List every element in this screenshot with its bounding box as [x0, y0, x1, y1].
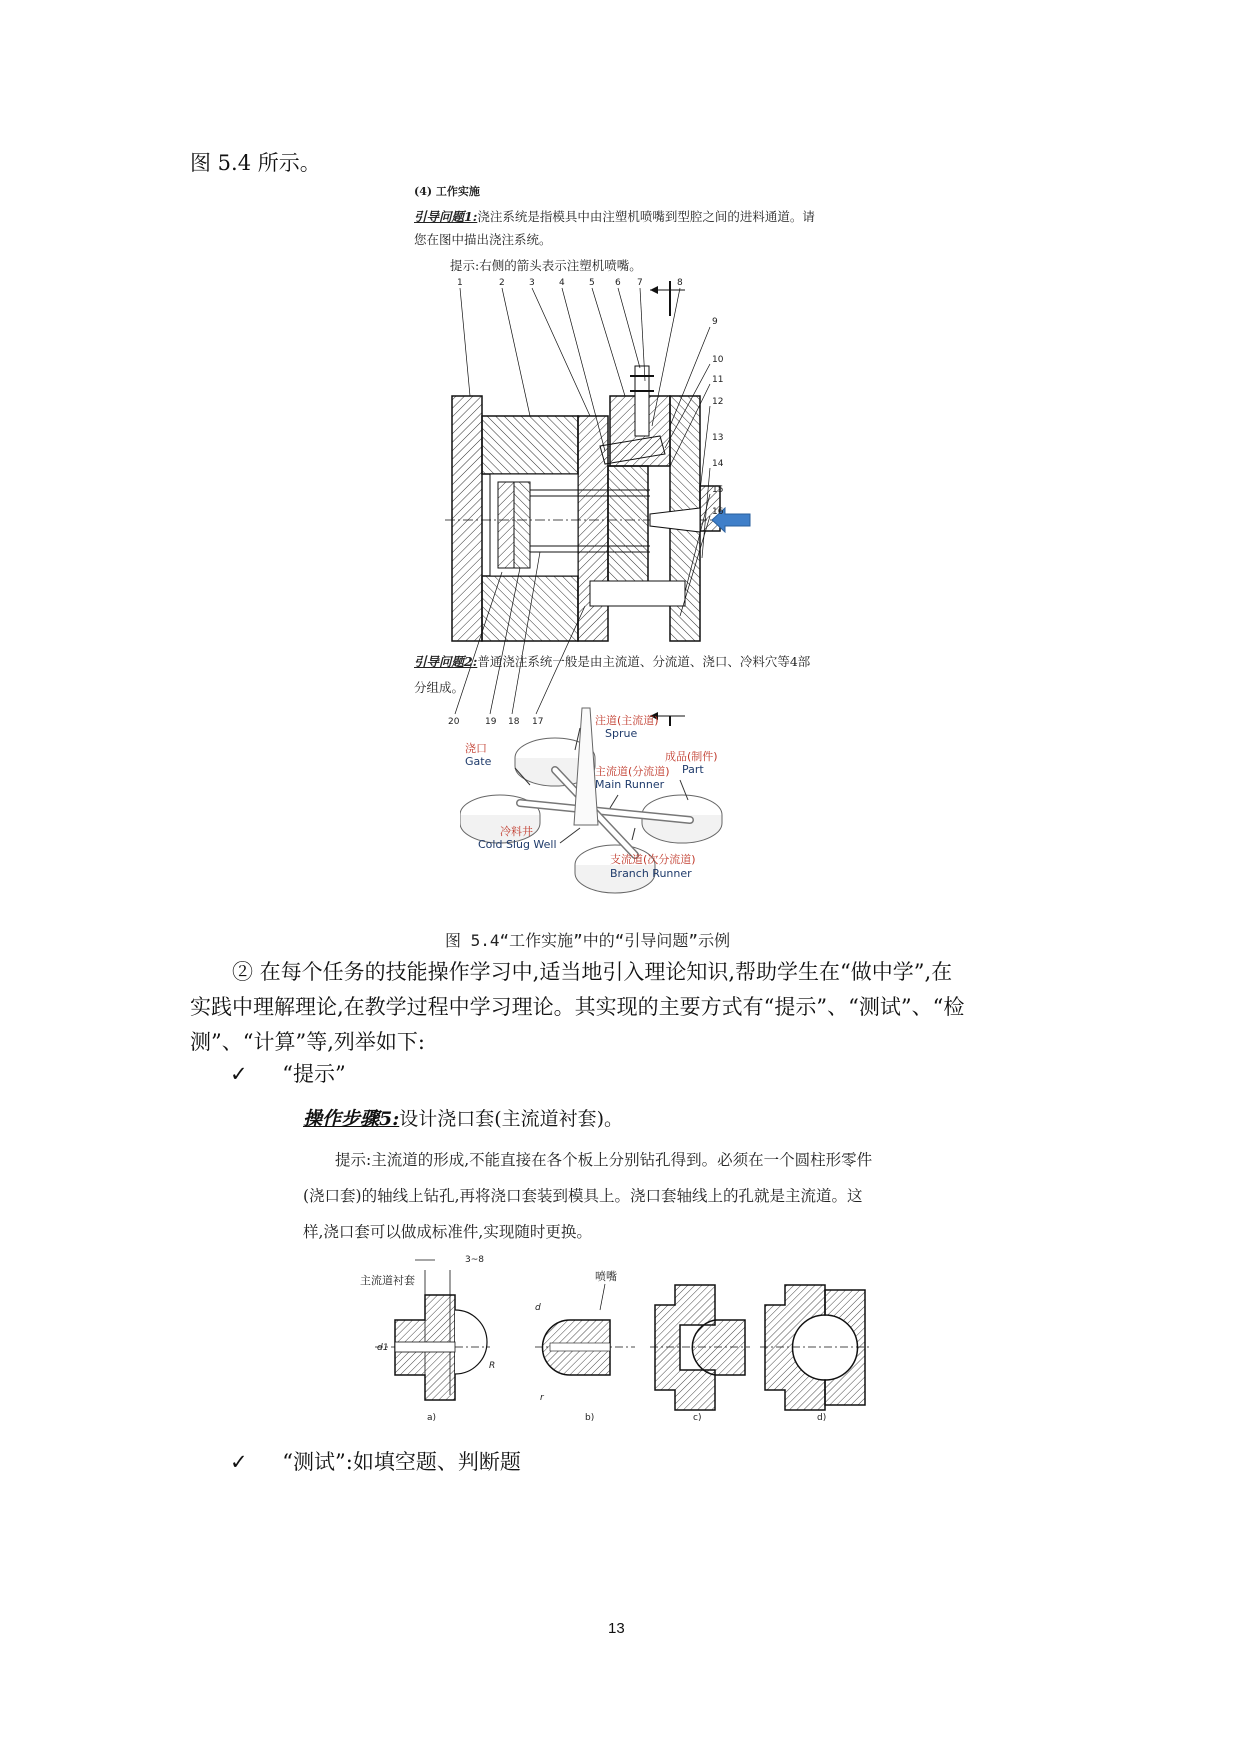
sub-label: b) [585, 1413, 595, 1423]
nozzle-label: 喷嘴 [595, 1270, 617, 1283]
paragraph-line: 测”、“计算”等,列举如下: [190, 1030, 425, 1054]
part-number: 17 [532, 717, 544, 726]
cold-slug-label-en: Cold Slug Well [478, 838, 557, 851]
step-title: 设计浇口套(主流道衬套)。 [399, 1108, 624, 1130]
q2-text-line2: 分组成。 [414, 680, 465, 695]
main-runner-label-en: Main Runner [595, 778, 665, 791]
sprue-bushing-drawings [355, 1250, 935, 1425]
q2-label: 引导问题2: [414, 654, 478, 669]
gate-label-cn: 浇口 [465, 742, 487, 755]
part-number: 9 [712, 317, 718, 327]
dim-label: r [540, 1393, 544, 1403]
sub-label: c) [693, 1413, 702, 1423]
dim-label: R [489, 1361, 496, 1371]
runner-system-illustration [460, 700, 800, 905]
bullet-text: “提示” [282, 1062, 346, 1086]
q1-label: 引导问题1: [414, 209, 478, 224]
part-number: 15 [712, 485, 724, 495]
part-number: 8 [677, 278, 683, 288]
part-label-en: Part [682, 763, 704, 776]
q1-text: 浇注系统是指模具中由注塑机喷嘴到型腔之间的进料通道。请 [477, 209, 815, 224]
sub-label: d) [817, 1413, 827, 1423]
hint-line: (浇口套)的轴线上钻孔,再将浇口套装到模具上。浇口套轴线上的孔就是主流道。这 [303, 1187, 863, 1205]
part-number: 19 [485, 717, 497, 726]
bushing-label: 主流道衬套 [360, 1274, 415, 1287]
part-number: 3 [529, 278, 535, 288]
dim-label: d1 [377, 1343, 389, 1353]
part-number: 18 [508, 717, 520, 726]
q2-text: 普通浇注系统一般是由主流道、分流道、浇口、冷料穴等4部 [477, 654, 811, 669]
branch-runner-label-cn: 支流道(次分流道) [610, 853, 696, 866]
hint-line: 提示:主流道的形成,不能直接在各个板上分别钻孔得到。必须在一个圆柱形零件 [335, 1151, 873, 1169]
cold-slug-label-cn: 冷料井 [500, 825, 533, 838]
sprue-label-en: Sprue [605, 727, 638, 740]
page-number: 13 [608, 1620, 625, 1637]
part-number: 5 [589, 278, 595, 288]
guided-question-1 [414, 207, 815, 227]
figure-step5 [295, 1100, 945, 1430]
step-label: 操作步骤5: [303, 1108, 400, 1130]
part-number: 16 [712, 507, 724, 517]
part-number: 7 [637, 278, 643, 288]
part-number: 11 [712, 375, 724, 385]
part-number: 4 [559, 278, 565, 288]
paragraph-line: ② 在每个任务的技能操作学习中,适当地引入理论知识,帮助学生在“做中学”,在 [232, 960, 953, 984]
bullet-text: “测试”:如填空题、判断题 [282, 1450, 521, 1474]
part-number: 20 [448, 717, 460, 726]
bullet-item [230, 1445, 521, 1479]
figure-caption: 图 5.4“工作实施”中的“引导问题”示例 [445, 931, 731, 950]
figure-guided-questions [410, 180, 840, 920]
part-number: 12 [712, 397, 724, 407]
part-number: 13 [712, 433, 724, 443]
branch-runner-label-en: Branch Runner [610, 867, 692, 880]
part-number: 6 [615, 278, 621, 288]
part-label-cn: 成品(制件) [665, 750, 718, 763]
intro-line: 图 5.4 所示。 [190, 151, 321, 175]
gate-label-en: Gate [465, 755, 492, 768]
dim-label: d [535, 1303, 541, 1313]
dim-label: 3~8 [465, 1255, 484, 1265]
sub-label: a) [427, 1413, 437, 1423]
paragraph-line: 实践中理解理论,在教学过程中学习理论。其实现的主要方式有“提示”、“测试”、“检 [190, 995, 965, 1019]
hint-text: 提示:右侧的箭头表示注塑机喷嘴。 [450, 258, 642, 273]
bullet-item [230, 1057, 346, 1091]
guided-question-2 [414, 652, 810, 672]
part-number: 1 [457, 278, 463, 288]
q1-text-line2: 您在图中描出浇注系统。 [414, 232, 552, 247]
step-heading [303, 1104, 623, 1131]
part-number: 10 [712, 355, 724, 365]
main-runner-label-cn: 主流道(分流道) [595, 765, 670, 778]
hint-line: 样,浇口套可以做成标准件,实现随时更换。 [303, 1223, 592, 1241]
part-number: 2 [499, 278, 505, 288]
check-icon: ✓ [230, 1062, 248, 1086]
sprue-label-cn: 注道(主流道) [595, 714, 659, 727]
part-number: 14 [712, 459, 724, 469]
section-heading: (4) 工作实施 [414, 185, 480, 198]
check-icon: ✓ [230, 1450, 248, 1474]
